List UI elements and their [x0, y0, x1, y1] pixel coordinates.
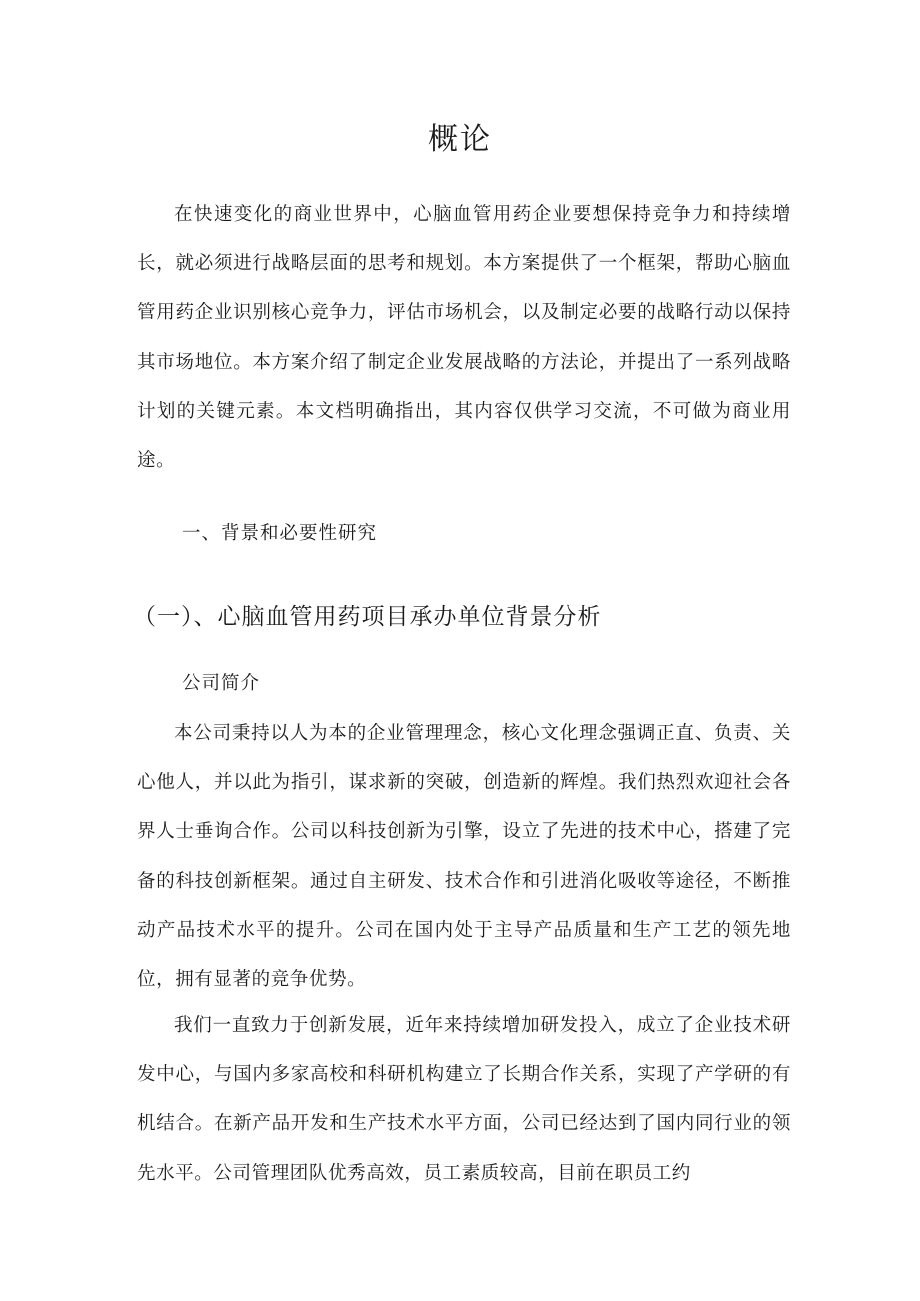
intro-paragraph: 在快速变化的商业世界中，心脑血管用药企业要想保持竞争力和持续增长，就必须进行战略层面的思考和规划。本方案提供了一个框架，帮助心脑血管用药企业识别核心竞争力，评估市场机会，以及制定必要的战略行动以保持其市场地位。本方案介绍了制定企业发展战略的方法论，并提出了一系列战略计划的关键元素。本文档明确指出，其内容仅供学习交流，不可做为商业用途。 [137, 204, 791, 472]
company-paragraph-2: 我们一直致力于创新发展，近年来持续增加研发投入，成立了企业技术研发中心，与国内多家高校和科研机构建立了长期合作关系，实现了产学研的有机结合。在新产品开发和生产技术水平方面，公司已经达到了国内同行业的领先水平。公司管理团队优秀高效，员工素质较高，目前在职员工约 [137, 1015, 791, 1184]
subsection-heading: （一）、心脑血管用药项目承办单位背景分析 [133, 604, 602, 630]
company-paragraph-1: 本公司秉持以人为本的企业管理理念，核心文化理念强调正直、负责、关心他人，并以此为指引，谋求新的突破，创造新的辉煌。我们热烈欢迎社会各界人士垂询合作。公司以科技创新为引擎，设立了先进的技术中心，搭建了完备的科技创新框架。通过自主研发、技术合作和引进消化吸收等途径，不断推动产品技术水平的提升。公司在国内处于主导产品质量和生产工艺的领先地位，拥有显著的竞争优势。 [137, 723, 791, 991]
section-heading: 一、背景和必要性研究 [182, 523, 378, 544]
document-title: 概论 [428, 122, 492, 157]
minor-heading: 公司简介 [182, 673, 261, 694]
